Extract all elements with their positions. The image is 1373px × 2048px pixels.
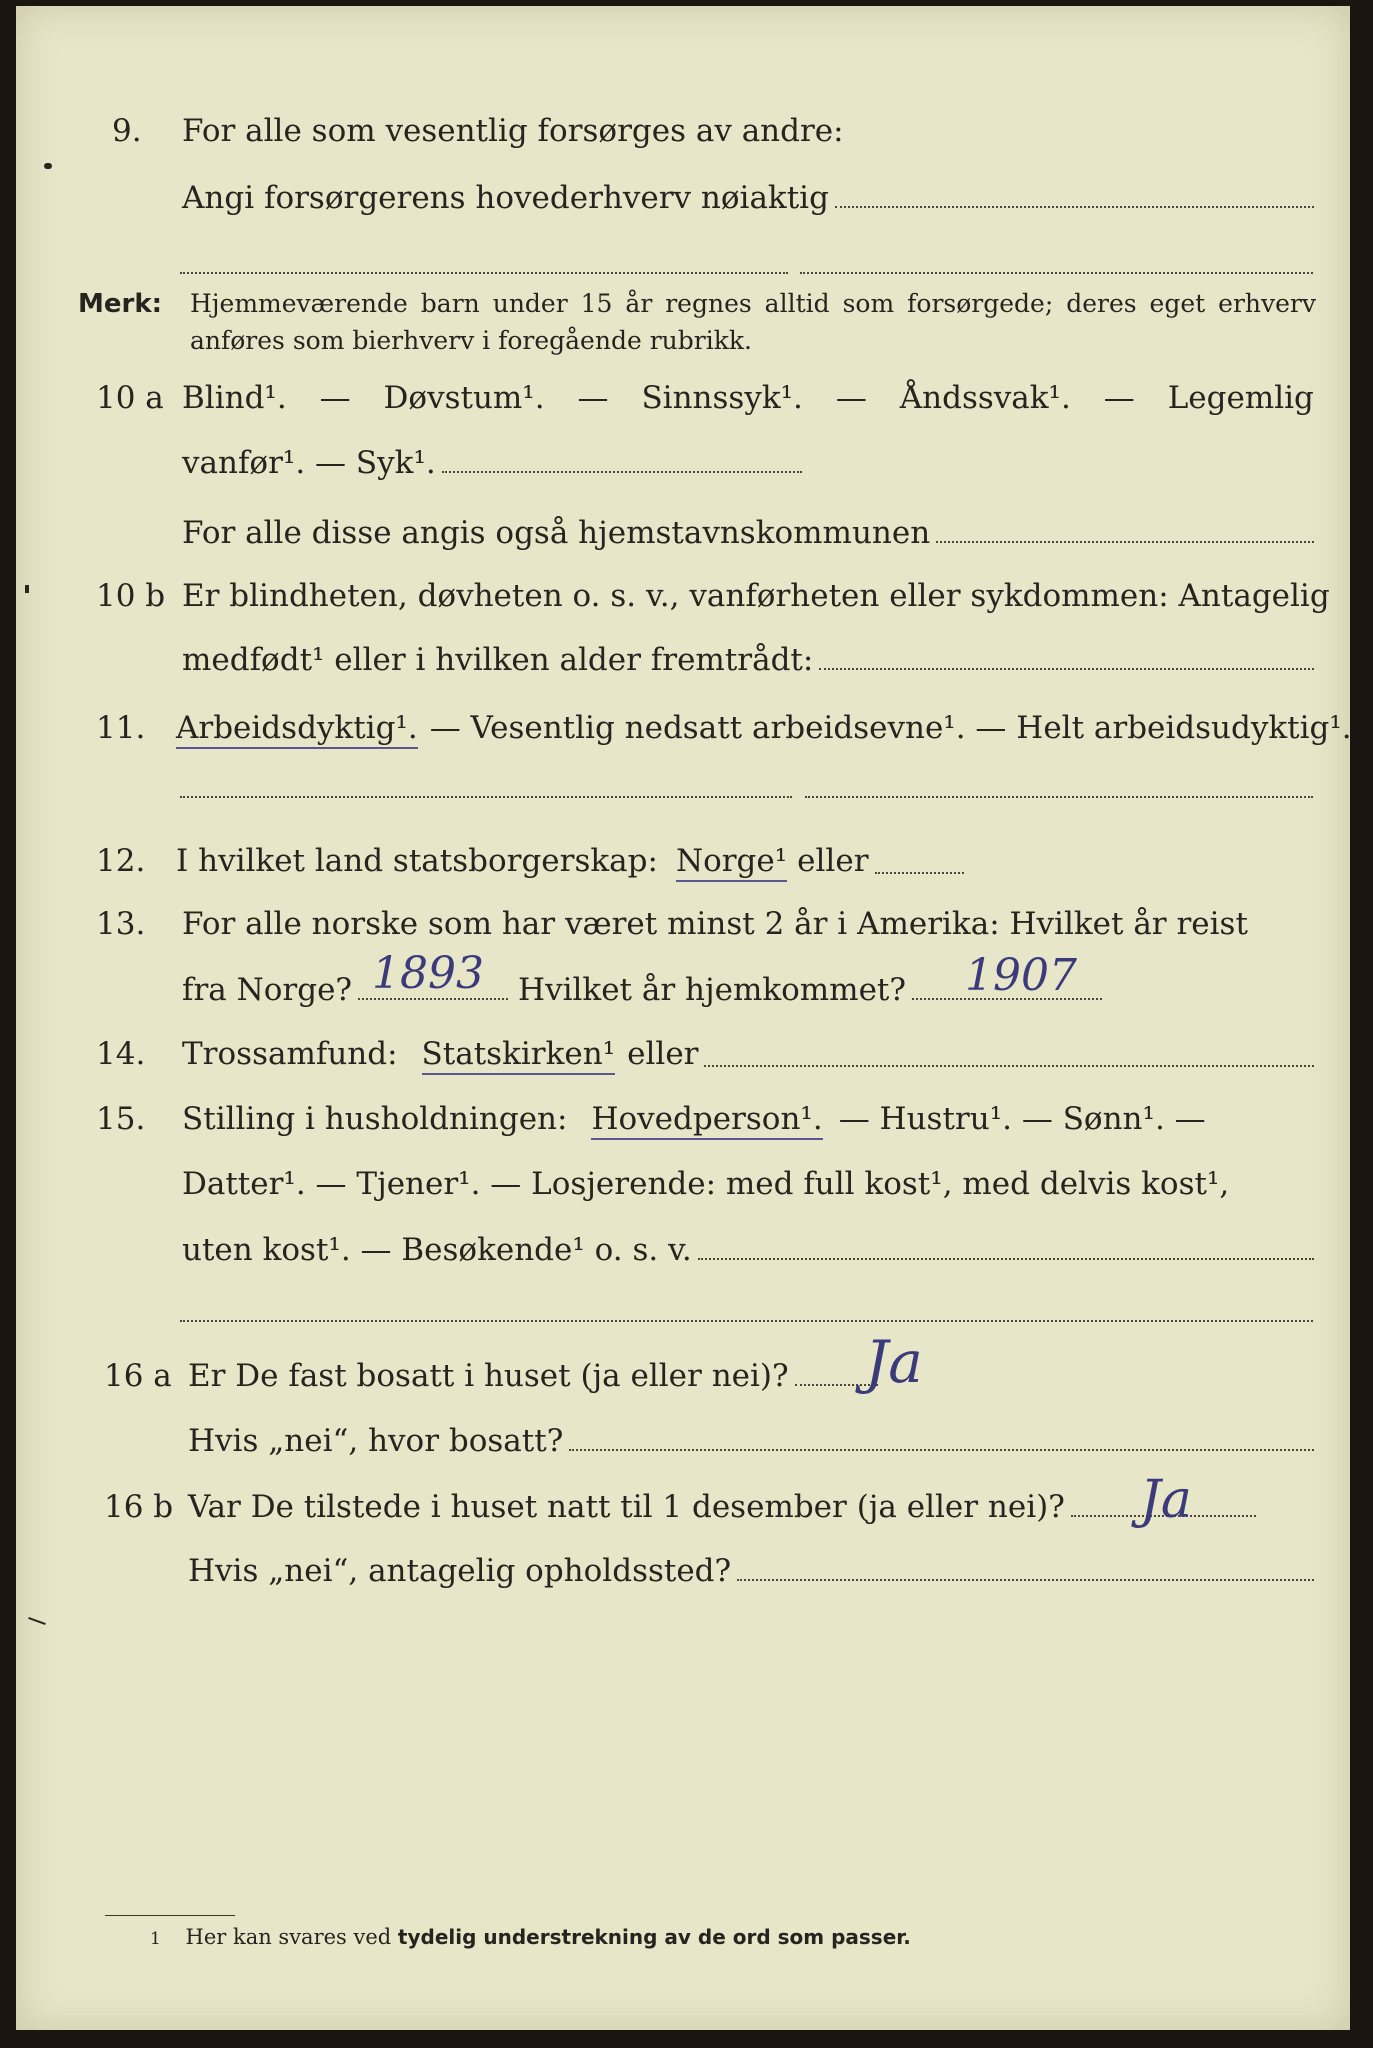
footnote-marker: 1 xyxy=(150,1929,161,1949)
q16a-text: Er De fast bosatt i huset (ja eller nei)? xyxy=(188,1358,789,1394)
q16b-line1 xyxy=(188,1489,1256,1525)
q12-option-norge: Norge¹ xyxy=(676,843,787,882)
q10a-line2 xyxy=(182,445,802,481)
q11-answer-line xyxy=(180,796,792,798)
q13-label-hjemkommet: Hvilket år hjemkommet? xyxy=(518,972,907,1008)
q11-line xyxy=(176,710,1352,749)
q9-number: 9. xyxy=(112,113,142,149)
q15-line1 xyxy=(182,1101,1314,1140)
q10b-line1: Er blindheten, døvheten o. s. v., vanførheten eller sykdommen: Antagelig xyxy=(182,578,1330,614)
q10b-number: 10 b xyxy=(96,578,166,614)
option-blind: Blind¹. xyxy=(182,380,287,416)
answer-leader-line xyxy=(819,668,1314,670)
merk-note xyxy=(78,285,1318,355)
q15-line2: Datter¹. — Tjener¹. — Losjerende: med full kost¹, med delvis kost¹, xyxy=(182,1166,1230,1202)
q16a-line2-text: Hvis „nei“, hvor bosatt? xyxy=(188,1423,564,1459)
margin-dot xyxy=(44,163,52,169)
q9-line1: For alle som vesentlig forsørges av andre: xyxy=(182,113,844,149)
q15-option-hovedperson: Hovedperson¹. xyxy=(591,1101,822,1140)
answer-leader-line xyxy=(442,471,802,473)
q16b-line2 xyxy=(188,1553,1314,1589)
margin-tick xyxy=(25,585,29,593)
q13-line2 xyxy=(182,972,1102,1008)
q16a-line1 xyxy=(188,1358,878,1394)
q9-answer-line xyxy=(180,272,788,274)
q9-line2-text: Angi forsørgerens hovederhverv nøiaktig xyxy=(182,180,829,216)
q14-option-statskirken: Statskirken¹ xyxy=(422,1036,616,1075)
answer-leader-line xyxy=(737,1579,1314,1581)
q12-text: I hvilket land statsborgerskap: xyxy=(176,843,658,879)
q13-number: 13. xyxy=(96,906,146,942)
q11-number: 11. xyxy=(96,710,146,746)
dash: — xyxy=(1103,380,1135,416)
q10a-line3-text: For alle disse angis også hjemstavnskommunen xyxy=(182,515,931,551)
q9-line2 xyxy=(182,180,1314,216)
q14-number: 14. xyxy=(96,1036,146,1072)
q10b-line2 xyxy=(182,642,1314,678)
q13-label-reist: fra Norge? xyxy=(182,972,353,1008)
q13-answer-hjemkommet-year: 1907 xyxy=(965,950,1077,1001)
q16b-line2-text: Hvis „nei“, antagelig opholdssted? xyxy=(188,1553,732,1589)
option-sinnssyk: Sinnssyk¹. xyxy=(641,380,803,416)
answer-leader-line xyxy=(875,872,964,874)
q15-number: 15. xyxy=(96,1101,146,1137)
q10a-line2-text: vanfør¹. — Syk¹. xyxy=(182,445,436,481)
q16b-number: 16 b xyxy=(104,1489,174,1525)
answer-leader-line xyxy=(936,541,1314,543)
dash: — xyxy=(577,380,609,416)
q16a-line2 xyxy=(188,1423,1314,1459)
option-dovstum: Døvstum¹. xyxy=(383,380,545,416)
q10a-line3 xyxy=(182,515,1314,551)
q12-eller: eller xyxy=(797,843,869,879)
answer-leader-line xyxy=(704,1065,1314,1067)
q9-answer-line xyxy=(800,272,1313,274)
footnote-rule xyxy=(105,1915,235,1916)
merk-text: Hjemmeværende barn under 15 år regnes alltid som forsørgede; deres eget erhverv anføres som bierhverv i foregående rubrikk. xyxy=(190,289,1316,355)
q12-line xyxy=(176,843,964,882)
q14-eller: eller xyxy=(627,1036,699,1072)
q13-answer-reist-year: 1893 xyxy=(372,948,484,999)
q10a-line1 xyxy=(182,380,1314,416)
q16a-answer: Ja xyxy=(865,1328,923,1396)
dash: — xyxy=(835,380,867,416)
q15-answer-line xyxy=(180,1320,1313,1322)
q15-other-options: — Hustru¹. — Sønn¹. — xyxy=(838,1101,1206,1137)
footnote-bold-text: tydelig understrekning av de ord som passer. xyxy=(397,1925,911,1949)
q10b-line2-text: medfødt¹ eller i hvilken alder fremtrådt: xyxy=(182,642,814,678)
option-andssvak: Åndssvak¹. xyxy=(899,380,1071,416)
q11-answer-line xyxy=(805,796,1313,798)
q11-option-arbeidsdyktig: Arbeidsdyktig¹. xyxy=(176,710,418,749)
q16b-answer: Ja xyxy=(1140,1470,1192,1530)
merk-label: Merk: xyxy=(78,289,163,319)
q15-line3 xyxy=(182,1232,1314,1268)
q16a-number: 16 a xyxy=(104,1358,172,1394)
q12-number: 12. xyxy=(96,843,146,879)
answer-leader-line xyxy=(569,1449,1314,1451)
option-legemlig: Legemlig xyxy=(1167,380,1314,416)
q15-line3-text: uten kost¹. — Besøkende¹ o. s. v. xyxy=(182,1232,692,1268)
q16b-text: Var De tilstede i huset natt til 1 desember (ja eller nei)? xyxy=(188,1489,1065,1525)
answer-leader-line xyxy=(698,1258,1314,1260)
dash: — xyxy=(319,380,351,416)
answer-leader-line xyxy=(835,206,1314,208)
q11-other-options: — Vesentlig nedsatt arbeidsevne¹. — Helt arbeidsudyktig¹. xyxy=(429,710,1352,746)
q13-line1: For alle norske som har været minst 2 år i Amerika: Hvilket år reist xyxy=(182,906,1248,942)
q10a-number: 10 a xyxy=(96,380,164,416)
q14-line xyxy=(182,1036,1314,1075)
footnote-text: Her kan svares ved xyxy=(185,1925,392,1949)
q14-text: Trossamfund: xyxy=(182,1036,398,1072)
q15-text: Stilling i husholdningen: xyxy=(182,1101,568,1137)
footnote xyxy=(150,1925,911,1949)
